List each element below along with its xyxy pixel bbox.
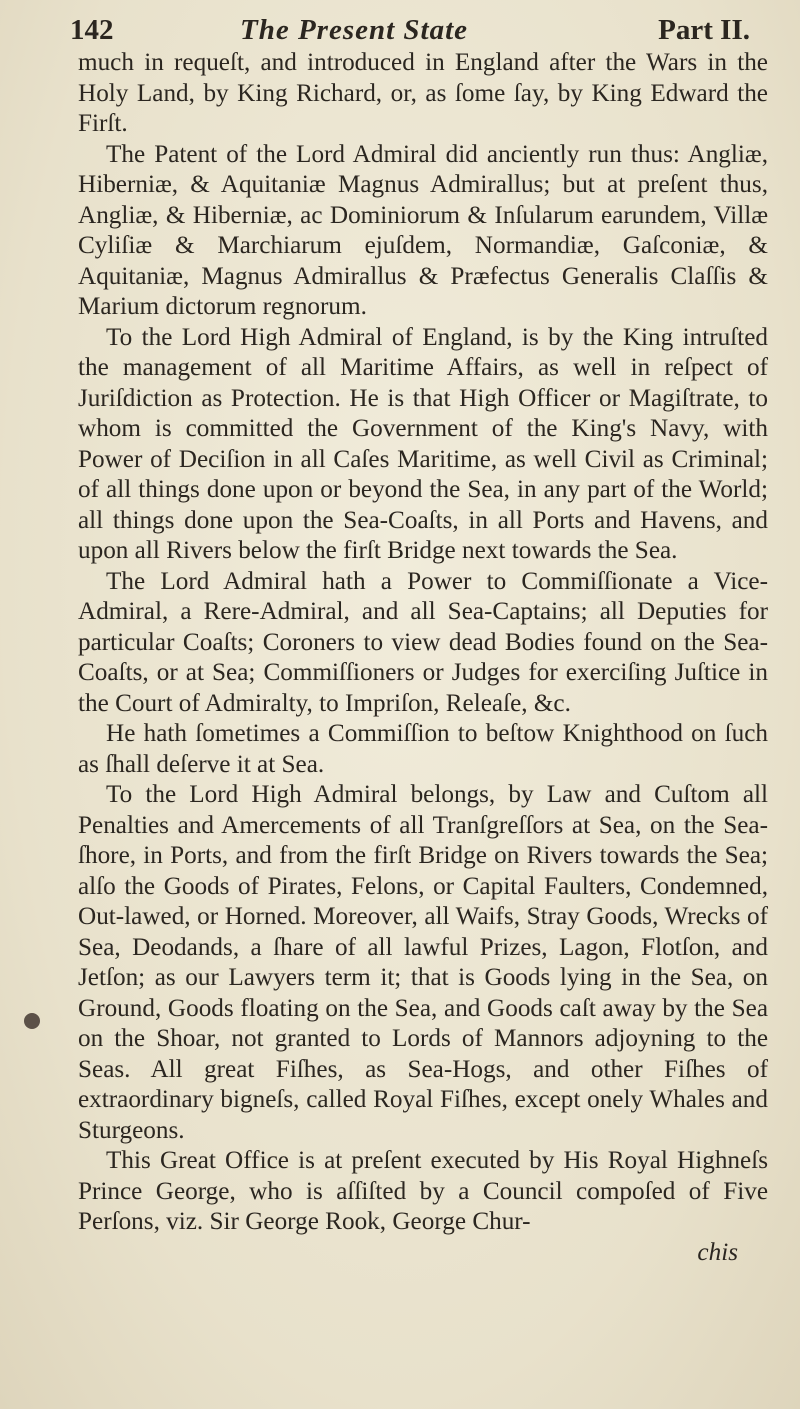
paragraph-continuation: much in requeſt, and introduced in England after the Wars in the Holy Land, by King Richard, or, as ſome ſay, by King Edward the Firſt. bbox=[78, 49, 768, 137]
paragraph-knighthood: He hath ſometimes a Commiſſion to beſtow Knighthood on ſuch as ſhall deſerve it at Sea. bbox=[78, 720, 768, 778]
body-text bbox=[78, 48, 768, 1268]
paragraph-commission-power: The Lord Admiral hath a Power to Commiſſionate a Vice-Admiral, a Rere-Admiral, and all Sea-Captains; all Deputies for particular Coaſts; Coroners to view dead Bodies found on the Sea-Coaſts, or at Sea; Commiſſioners or Judges for exerciſing Juſtice in the Court of Admiralty, to Impriſon, Releaſe, &c. bbox=[78, 567, 768, 717]
paragraph-admiral-duties: To the Lord High Admiral of England, is by the King intruſted the management of all Maritime Affairs, as well in reſpect of Juriſdiction as Protection. He is that High Officer or Magiſtrate, to whom is committed the Government of the King's Navy, with Power of Deciſion in all Caſes Maritime, as well Civil as Criminal; of all things done upon or beyond the Sea, in any part of the World; all things done upon the Sea-Coaſts, in all Ports and Havens, and upon all Rivers below the firſt Bridge next towards the Sea. bbox=[78, 323, 768, 564]
page-number: 142 bbox=[70, 14, 114, 46]
running-title: The Present State bbox=[240, 14, 469, 46]
ink-blot bbox=[24, 1013, 40, 1029]
paragraph-great-office: This Great Office is at preſent executed by His Royal Highneſs Prince George, who is aſſiſted by a Council compoſed of Five Perſons, viz. Sir George Rook, George Chur- bbox=[78, 1147, 768, 1235]
page-header bbox=[70, 10, 750, 52]
paragraph-penalties: To the Lord High Admiral belongs, by Law and Cuſtom all Penalties and Amercements of all Tranſgreſſors at Sea, on the Sea-ſhore, in Ports, and from the firſt Bridge on Rivers towards the Sea; alſo the Goods of Pirates, Felons, or Capital Faulters, Condemned, Out-lawed, or Horned. Moreover, all Waifs, Stray Goods, Wrecks of Sea, Deodands, a ſhare of all lawful Prizes, Lagon, Flotſon, and Jetſon; as our Lawyers term it; that is Goods lying in the Sea, on Ground, Goods floating on the Sea, and Goods caſt away by the Sea on the Shoar, not granted to Lords of Mannors adjoyning to the Seas. All great Fiſhes, as Sea-Hogs, and other Fiſhes of extraordinary bigneſs, called Royal Fiſhes, except onely Whales and Sturgeons. bbox=[78, 781, 768, 1144]
catchword: chis bbox=[697, 1238, 738, 1266]
paragraph-patent: The Patent of the Lord Admiral did anciently run thus: Angliæ, Hiberniæ, & Aquitaniæ Magnus Admirallus; but at preſent thus, Angliæ, & Hiberniæ, ac Dominiorum & Inſularum earundem, Villæ Cyliſiæ & Marchiarum ejuſdem, Normandiæ, Gaſconiæ, & Aquitaniæ, Magnus Admirallus & Præfectus Generalis Claſſis & Marium dictorum regnorum. bbox=[78, 140, 768, 320]
part-label: Part II. bbox=[658, 14, 750, 46]
